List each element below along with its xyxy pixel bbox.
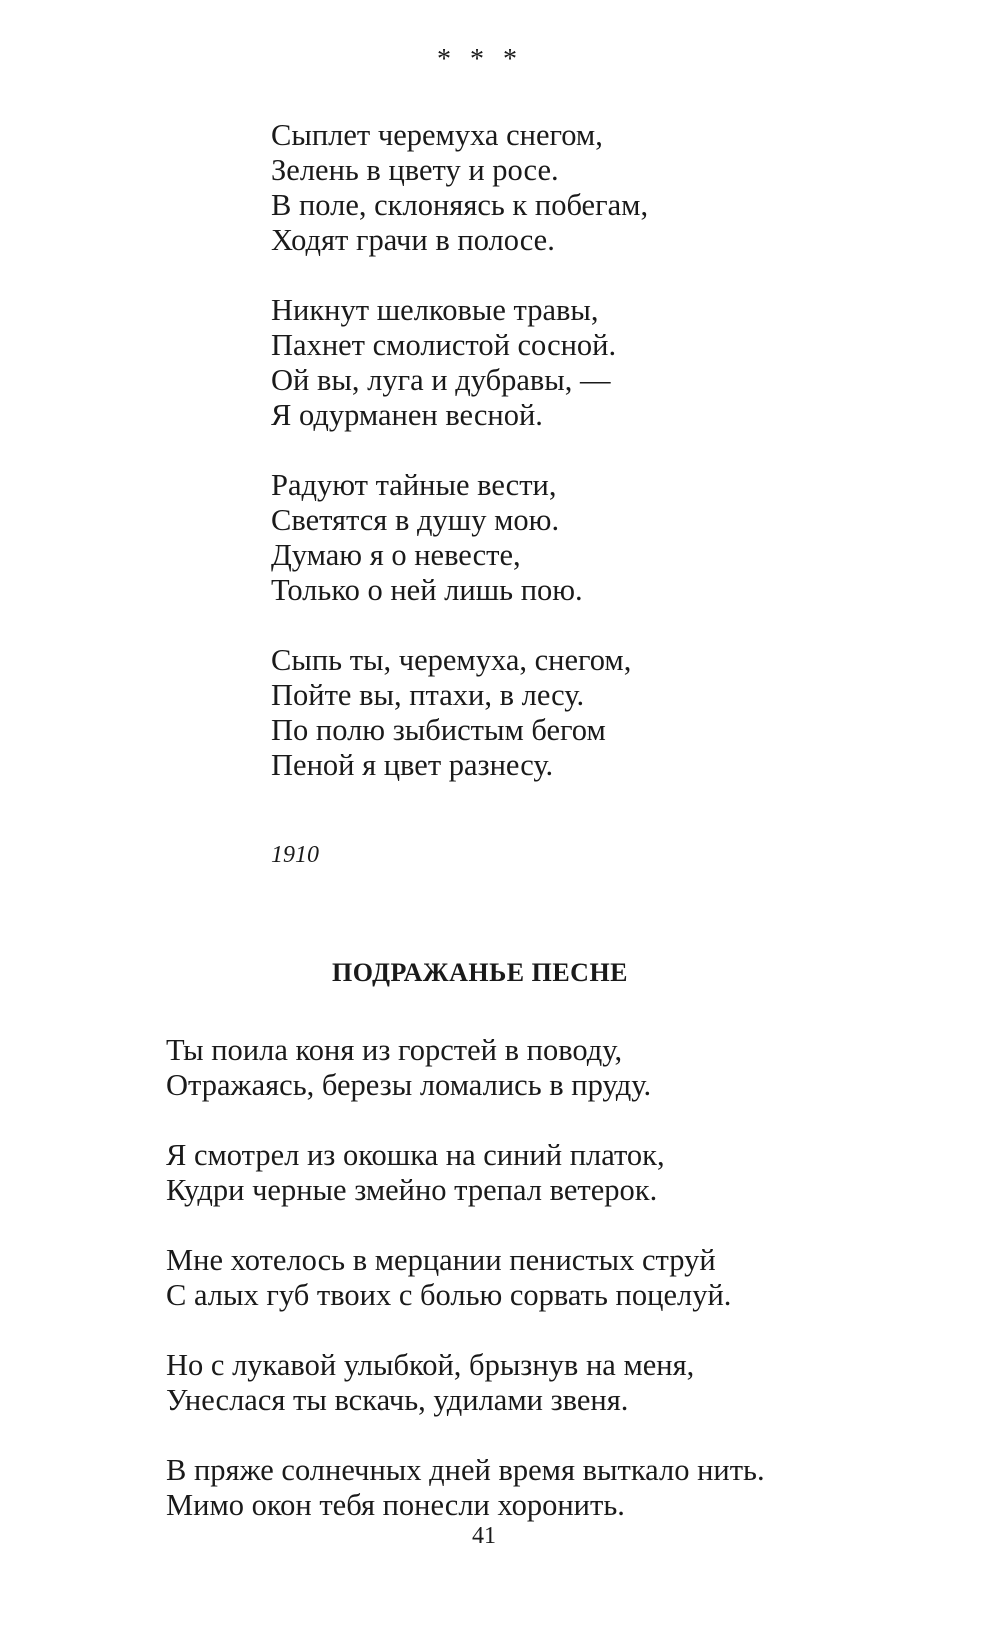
verse-line: Думаю я о невесте,: [271, 538, 521, 572]
poem-separator: * * *: [437, 44, 523, 75]
stanza: [166, 1348, 765, 1418]
verse-line: Радуют тайные вести,: [271, 468, 557, 502]
verse-line: Я одурманен весной.: [271, 398, 543, 432]
verse-line: Пойте вы, птахи, в лесу.: [271, 678, 585, 712]
poem-1-body: [271, 118, 648, 818]
verse-line: Ой вы, луга и дубравы, —: [271, 363, 611, 397]
poem-2-body: [166, 1033, 765, 1558]
stanza: [271, 643, 648, 783]
poem-date: 1910: [271, 842, 319, 868]
verse-line: Сыпь ты, черемуха, снегом,: [271, 643, 632, 677]
stanza: [271, 468, 648, 608]
verse-line: Светятся в душу мою.: [271, 503, 560, 537]
verse-line: Пеной я цвет разнесу.: [271, 748, 554, 782]
stanza: [166, 1453, 765, 1523]
verse-line: Мне хотелось в мерцании пенистых струй: [166, 1243, 716, 1277]
verse-line: Мимо окон тебя понесли хоронить.: [166, 1488, 625, 1522]
verse-line: Зелень в цвету и росе.: [271, 153, 559, 187]
page-number: 41: [472, 1523, 496, 1549]
verse-line: С алых губ твоих с болью сорвать поцелуй.: [166, 1278, 732, 1312]
stanza: [166, 1138, 765, 1208]
stanza: [271, 118, 648, 258]
verse-line: Сыплет черемуха снегом,: [271, 118, 603, 152]
verse-line: Только о ней лишь пою.: [271, 573, 583, 607]
verse-line: Ты поила коня из горстей в поводу,: [166, 1033, 623, 1067]
stanza: [166, 1033, 765, 1103]
verse-line: Ходят грачи в полосе.: [271, 223, 555, 257]
verse-line: Я смотрел из окошка на синий платок,: [166, 1138, 665, 1172]
stanza: [166, 1243, 765, 1313]
verse-line: Пахнет смолистой сосной.: [271, 328, 617, 362]
verse-line: В пряже солнечных дней время выткало нить.: [166, 1453, 765, 1487]
verse-line: По полю зыбистым бегом: [271, 713, 606, 747]
verse-line: В поле, склоняясь к побегам,: [271, 188, 649, 222]
verse-line: Кудри черные змейно трепал ветерок.: [166, 1173, 658, 1207]
verse-line: Отражаясь, березы ломались в пруду.: [166, 1068, 652, 1102]
verse-line: Никнут шелковые травы,: [271, 293, 599, 327]
verse-line: Но с лукавой улыбкой, брызнув на меня,: [166, 1348, 695, 1382]
stanza: [271, 293, 648, 433]
verse-line: Унеслася ты вскачь, удилами звеня.: [166, 1383, 629, 1417]
poem-title: ПОДРАЖАНЬЕ ПЕСНЕ: [331, 958, 629, 987]
